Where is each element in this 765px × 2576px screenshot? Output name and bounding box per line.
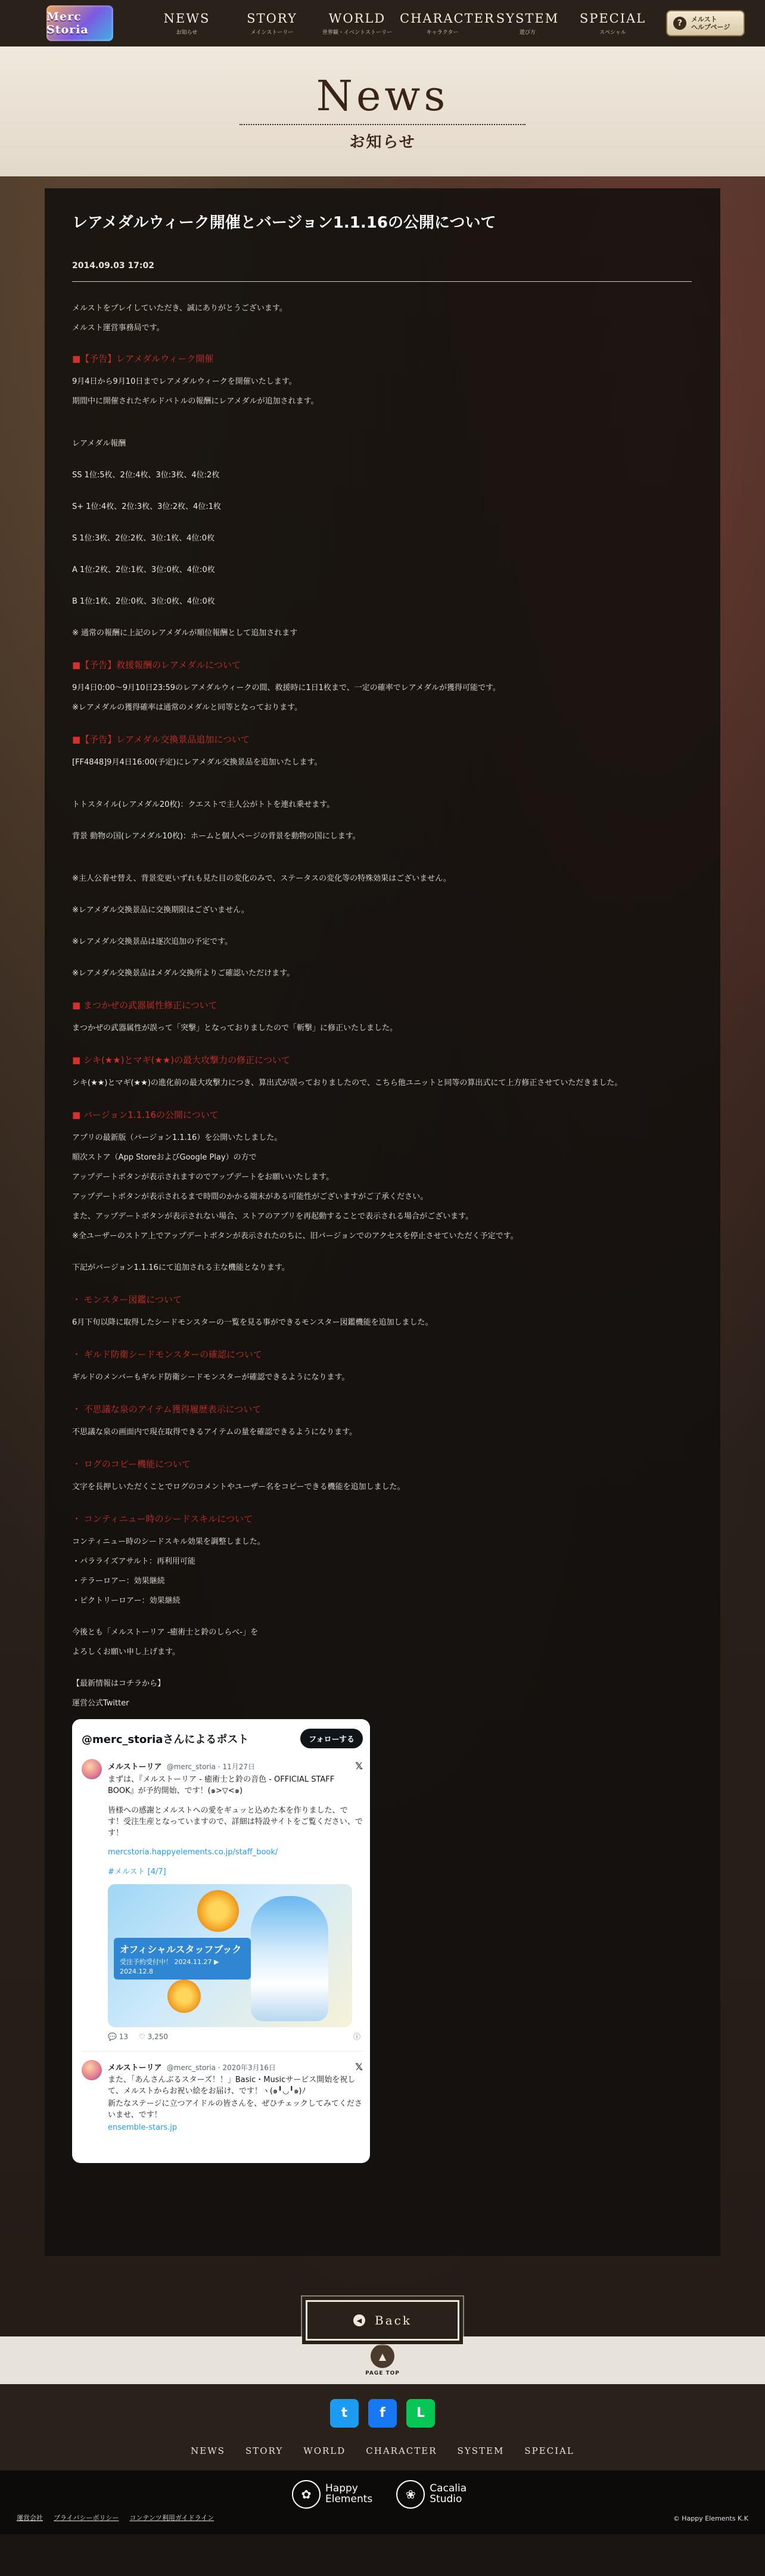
help-label-line1: メルスト bbox=[691, 15, 717, 23]
line-icon[interactable]: L bbox=[406, 2399, 435, 2428]
facebook-icon[interactable]: f bbox=[368, 2399, 397, 2428]
main-nav bbox=[144, 11, 666, 36]
article-text: ※レアメダルの獲得確率は通常のメダルと同等となっております。 bbox=[72, 703, 303, 713]
help-page-button[interactable] bbox=[666, 10, 745, 36]
reward-row: A 1位:2枚、2位:1枚、3位:0枚、4位:0枚 bbox=[72, 565, 215, 575]
article-text: [FF4848]9月4日16:00(予定)にレアメダル交換景品を追加いたします。 bbox=[72, 758, 322, 767]
article-divider bbox=[72, 281, 692, 282]
footer-nav-world[interactable]: WORLD bbox=[303, 2445, 346, 2456]
tweet-hashtag[interactable]: #メルスト [4/7] bbox=[108, 1867, 166, 1877]
corp-name-line: Cacalia bbox=[430, 2482, 467, 2495]
section-heading: ■【予告】レアメダルウィーク開催 bbox=[72, 353, 214, 365]
tweet-handle[interactable]: @merc_storia · 2020年3月16日 bbox=[166, 2063, 276, 2072]
feature-heading: ・ モンスター図鑑について bbox=[72, 1294, 182, 1306]
info-icon[interactable]: ⓘ bbox=[353, 2033, 360, 2041]
legal-links bbox=[17, 2513, 214, 2522]
nav-label-en: NEWS bbox=[163, 11, 210, 26]
article-text: ※ 通常の報酬に上記のレアメダルが順位報酬として追加されます bbox=[72, 629, 298, 638]
footer-nav-story[interactable]: STORY bbox=[245, 2445, 284, 2456]
site-logo[interactable] bbox=[44, 3, 116, 43]
nav-label-jp: 遊び方 bbox=[519, 29, 536, 36]
section-heading: ■ バージョン1.1.16の公開について bbox=[72, 1110, 219, 1121]
twitter-embed-title: @merc_storiaさんによるポスト bbox=[82, 1733, 249, 1746]
tweet-text: 新たなステージに立つアイドルの皆さんを、ぜひチェックしてみてくださいませ、です！ bbox=[108, 2099, 362, 2120]
tweet-author[interactable]: メルストーリア bbox=[108, 2063, 162, 2072]
article-text: 9月4日0:00〜9月10日23:59のレアメダルウィークの間、救援時に1日1枚まで、一定の確率でレアメダルが獲得可能です。 bbox=[72, 683, 500, 693]
article-text: アプリの最新版（バージョン1.1.16）を公開いたしました。 bbox=[72, 1133, 282, 1143]
nav-label-jp: キャラクター bbox=[426, 29, 459, 36]
tweet-link[interactable]: ensemble-stars.jp bbox=[108, 2123, 178, 2132]
tweet[interactable] bbox=[82, 2060, 363, 2134]
article-text: ギルドのメンバーもギルド防衛シードモンスターが確認できるようになります。 bbox=[72, 1373, 350, 1382]
image-banner-subtitle: 受注予約受付中！ 2024.11.27 ▶ 2024.12.8 bbox=[120, 1958, 219, 1976]
character-illustration bbox=[251, 1896, 328, 2021]
page-top-label: PAGE TOP bbox=[365, 2370, 400, 2376]
help-label-line2: ヘルプページ bbox=[691, 23, 730, 31]
avatar[interactable] bbox=[82, 2060, 102, 2080]
article-text: ※レアメダル交換景品は逐次追加の予定です。 bbox=[72, 937, 233, 947]
article-text: メルスト運営事務局です。 bbox=[72, 324, 164, 333]
tweet-divider bbox=[82, 2051, 363, 2052]
page-subtitle: お知らせ bbox=[349, 133, 416, 151]
reward-row: S 1位:3枚、2位:2枚、3位:1枚、4位:0枚 bbox=[72, 534, 215, 543]
page-top-zone bbox=[0, 2336, 765, 2384]
like-button[interactable]: ♡ 3,250 bbox=[139, 2033, 168, 2041]
footer-links bbox=[0, 2384, 765, 2471]
tweet-author[interactable]: メルストーリア bbox=[108, 1763, 162, 1772]
article-text: メルストをプレイしていただき、誠にありがとうございます。 bbox=[72, 304, 287, 313]
page-title: News bbox=[316, 71, 449, 120]
nav-label-en: STORY bbox=[247, 11, 297, 26]
happy-elements-logo[interactable] bbox=[292, 2480, 372, 2509]
nav-label-en: CHARACTER bbox=[400, 11, 495, 26]
section-heading: ■ シキ(★★)とマギ(★★)の最大攻撃力の修正について bbox=[72, 1055, 290, 1066]
article-text: 運営公式Twitter bbox=[72, 1699, 129, 1708]
corp-name-line: Elements bbox=[325, 2493, 373, 2505]
back-arrow-icon: ◀ bbox=[353, 2314, 365, 2326]
sns-links bbox=[330, 2399, 435, 2428]
article-title: レアメダルウィーク開催とバージョン1.1.16の公開について bbox=[72, 214, 496, 232]
back-button[interactable] bbox=[306, 2300, 459, 2341]
article-text: シキ(★★)とマギ(★★)の進化前の最大攻撃力につき、算出式が誤っておりましたので、こちら他ユニットと同等の算出式にて上方修正させていただきました。 bbox=[72, 1079, 623, 1088]
twitter-embed-header bbox=[82, 1729, 363, 1748]
article-text: 【最新情報はコチラから】 bbox=[72, 1679, 166, 1689]
nav-item-world[interactable] bbox=[315, 11, 400, 36]
tweet-handle[interactable]: @merc_storia · 11月27日 bbox=[166, 1763, 256, 1772]
like-count: 3,250 bbox=[147, 2033, 168, 2041]
article-text: 期間中に開催されたギルドバトルの報酬にレアメダルが追加されます。 bbox=[72, 397, 319, 406]
privacy-policy-link[interactable]: プライバシーポリシー bbox=[54, 2514, 119, 2522]
article-text: よろしくお願い申し上げます。 bbox=[72, 1648, 180, 1657]
logo-text: Merc Storia bbox=[46, 10, 89, 36]
flower-icon: ❀ bbox=[396, 2480, 425, 2509]
company-link[interactable]: 運営会社 bbox=[17, 2514, 43, 2522]
content-area bbox=[0, 176, 765, 2336]
article-text: コンティニュー時のシードスキル効果を調整しました。 bbox=[72, 1537, 265, 1547]
article-text: まつかぜの武器属性が誤って「突撃」となっておりましたので「斬撃」に修正いたしました。 bbox=[72, 1024, 398, 1033]
article-text: ※全ユーザーのストア上でアップデートボタンが表示されたのちに、旧バージョンでのアクセスを停止させていただく予定です。 bbox=[72, 1232, 518, 1241]
article-text: 下記がバージョン1.1.16にて追加される主な機能となります。 bbox=[72, 1263, 290, 1273]
article-text: 9月4日から9月10日までレアメダルウィークを開催いたします。 bbox=[72, 377, 297, 387]
corp-name-line: Studio bbox=[430, 2493, 462, 2505]
question-icon: ? bbox=[673, 17, 686, 30]
reward-row: B 1位:1枚、2位:0枚、3位:0枚、4位:0枚 bbox=[72, 597, 215, 607]
article-text: アップデートボタンが表示されるまで時間のかかる端末がある可能性がございますがご了承ください。 bbox=[72, 1192, 428, 1202]
image-banner-title: オフィシャルスタッフブック bbox=[120, 1944, 242, 1956]
article-text: 文字を長押しいただくことでログのコメントやユーザー名をコピーできる機能を追加しました。 bbox=[72, 1483, 405, 1492]
twitter-embed[interactable] bbox=[72, 1719, 370, 2163]
reply-button[interactable]: 💬 13 bbox=[108, 2033, 129, 2041]
tweet-text: また、「あんさんぶるスターズ！！」Basic・Musicサービス開始を祝して、メルストからお祝い絵をお届け、です！ヽ(๑╹◡╹๑)ﾉ bbox=[108, 2075, 356, 2096]
section-heading: ■【予告】救援報酬のレアメダルについて bbox=[72, 660, 241, 671]
title-divider bbox=[240, 124, 525, 125]
footer-bottom bbox=[0, 2471, 765, 2534]
help-label bbox=[691, 15, 730, 31]
back-label: Back bbox=[375, 2313, 412, 2328]
article-text: ※主人公着せ替え、背景変更いずれも見た目の変化のみで、ステータスの変化等の特殊効果はございません。 bbox=[72, 874, 451, 884]
footer-nav-news[interactable]: NEWS bbox=[191, 2445, 225, 2456]
nav-item-news[interactable] bbox=[144, 11, 229, 36]
content-guideline-link[interactable]: コンテンツ利用ガイドライン bbox=[129, 2514, 214, 2522]
article-text: ・ピクトリーロアー：効果継続 bbox=[72, 1596, 181, 1606]
feature-heading: ・ 不思議な泉のアイテム獲得履歴表示について bbox=[72, 1404, 262, 1415]
tweet-text: まずは、『メルストーリア - 癒術士と鈴の音色 - OFFICIAL STAFF BOOK』が予約開始、です！(๑>▽<๑) bbox=[108, 1775, 335, 1796]
article-text: 不思議な泉の画面内で現在取得できるアイテムの量を確認できるようになります。 bbox=[72, 1428, 357, 1437]
article-text: また、アップデートボタンが表示されない場合、ストアのアプリを再起動することで表示される場合がございます。 bbox=[72, 1212, 474, 1222]
article-text: ※レアメダル交換景品はメダル交換所よりご確認いただけます。 bbox=[72, 969, 295, 978]
logo-badge bbox=[46, 5, 113, 41]
follow-button[interactable]: フォローする bbox=[300, 1729, 363, 1748]
footer-nav-system[interactable]: SYSTEM bbox=[457, 2445, 505, 2456]
footer-nav-special[interactable]: SPECIAL bbox=[524, 2445, 574, 2456]
section-heading: ■【予告】レアメダル交換景品追加について bbox=[72, 734, 250, 745]
x-logo-icon[interactable]: 𝕏 bbox=[355, 1760, 363, 1772]
article-text: レアメダル報酬 bbox=[72, 439, 126, 449]
footer-nav bbox=[191, 2446, 574, 2456]
nav-label-en: SPECIAL bbox=[579, 11, 646, 26]
nav-label-en: WORLD bbox=[328, 11, 386, 26]
article-text: 背景 動物の国(レアメダル10枚)：ホームと個人ページの背景を動物の国にします。 bbox=[72, 832, 360, 841]
reward-row: S+ 1位:4枚、2位:3枚、3位:2枚、4位:1枚 bbox=[72, 502, 221, 512]
nav-item-character[interactable] bbox=[400, 11, 495, 36]
cacalia-studio-logo[interactable] bbox=[396, 2480, 467, 2509]
nav-item-story[interactable] bbox=[229, 11, 315, 36]
news-article bbox=[45, 188, 720, 2256]
x-logo-icon[interactable]: 𝕏 bbox=[355, 2061, 363, 2072]
section-heading: ■ まつかぜの武器属性修正について bbox=[72, 1000, 217, 1011]
article-text: 6月下旬以降に取得したシードモンスターの一覧を見る事ができるモンスター図鑑機能を追加しました。 bbox=[72, 1318, 433, 1328]
corporate-logos bbox=[292, 2480, 467, 2509]
footer-nav-character[interactable]: CHARACTER bbox=[366, 2445, 437, 2456]
site-footer bbox=[0, 2384, 765, 2534]
feature-heading: ・ ギルド防衛シードモンスターの確認について bbox=[72, 1349, 262, 1360]
tweet[interactable] bbox=[82, 1759, 363, 2042]
tweet-text: 皆様への感謝とメルストへの愛をギュッと込めた本を作りました、です！受注生産となっていますので、詳細は特設サイトをご覧ください、です！ bbox=[108, 1806, 363, 1838]
sunflower-graphic bbox=[197, 1890, 239, 1932]
twitter-icon[interactable]: t bbox=[330, 2399, 359, 2428]
article-date: 2014.09.03 17:02 bbox=[72, 261, 155, 271]
nav-label-jp: メインストーリー bbox=[250, 29, 294, 36]
corp-name-line: Happy bbox=[325, 2482, 358, 2495]
page-title-banner bbox=[0, 46, 765, 176]
article-text: ・テラーロアー：効果継続 bbox=[72, 1577, 165, 1586]
copyright: © Happy Elements K.K bbox=[673, 2515, 748, 2522]
avatar[interactable] bbox=[82, 1759, 102, 1779]
tweet-actions bbox=[108, 2032, 363, 2042]
article-text: 順次ストア（App StoreおよびGoogle Play）の方で bbox=[72, 1153, 257, 1163]
up-arrow-icon: ▲ bbox=[371, 2344, 394, 2368]
article-text: アップデートボタンが表示されますのでアップデートをお願いいたします。 bbox=[72, 1173, 334, 1182]
nav-item-special[interactable] bbox=[570, 11, 655, 36]
reply-count: 13 bbox=[119, 2033, 129, 2041]
article-text: ※レアメダル交換景品に交換期限はございません。 bbox=[72, 906, 249, 915]
sunflower-graphic bbox=[167, 1980, 201, 2013]
image-banner bbox=[114, 1938, 251, 1980]
feature-heading: ・ コンティニュー時のシードスキルについて bbox=[72, 1514, 253, 1525]
nav-label-en: SYSTEM bbox=[496, 11, 559, 26]
nav-item-system[interactable] bbox=[485, 11, 570, 36]
tweet-link[interactable]: mercstoria.happyelements.co.jp/staff_book/ bbox=[108, 1848, 278, 1857]
article-text: 今後とも「メルストーリア -癒術士と鈴のしらべ-」を bbox=[72, 1628, 259, 1637]
reward-row: SS 1位:5枚、2位:4枚、3位:3枚、4位:2枚 bbox=[72, 471, 220, 480]
page-top-button[interactable] bbox=[365, 2344, 400, 2376]
article-text: ・パラライズアサルト：再利用可能 bbox=[72, 1557, 195, 1567]
nav-label-jp: お知らせ bbox=[176, 29, 198, 36]
site-header bbox=[0, 0, 765, 46]
tweet-image[interactable] bbox=[108, 1884, 352, 2027]
clover-icon: ✿ bbox=[292, 2480, 321, 2509]
nav-label-jp: 世界観・イベントストーリー bbox=[322, 29, 392, 36]
feature-heading: ・ ログのコピー機能について bbox=[72, 1459, 191, 1470]
nav-label-jp: スペシャル bbox=[599, 29, 626, 36]
article-text: トトスタイル(レアメダル20枚)：クエストで主人公がトトを連れ乗せます。 bbox=[72, 800, 335, 810]
